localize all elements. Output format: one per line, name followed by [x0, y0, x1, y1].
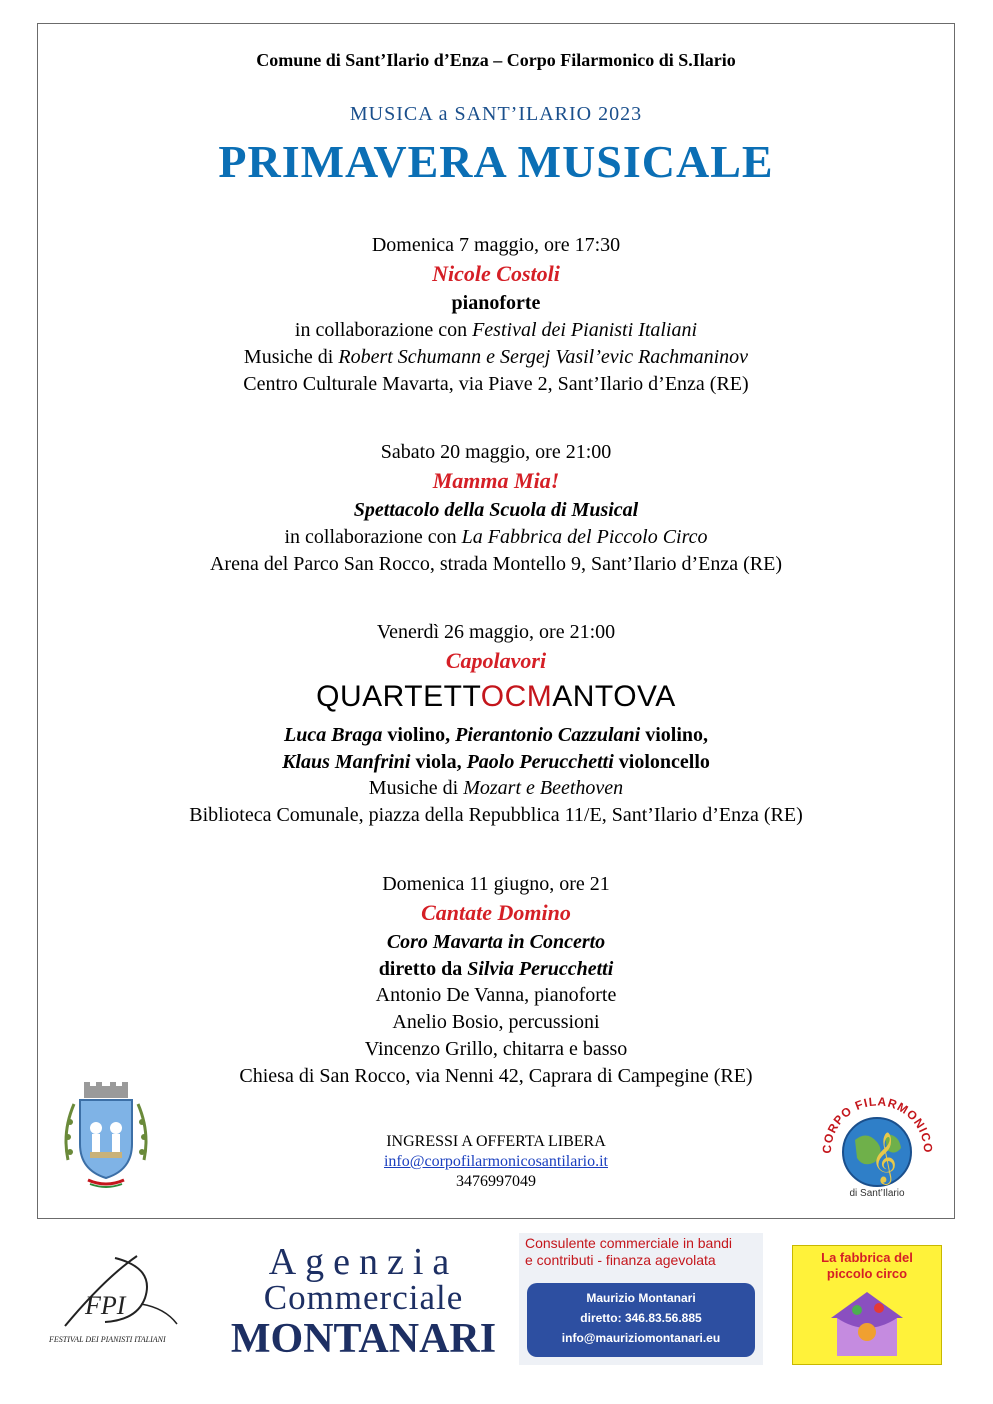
performer-role: viola, — [410, 751, 467, 773]
music-prefix: Musiche di — [368, 777, 464, 799]
contact-phone: 3476997049 — [456, 1173, 536, 1190]
consulente-line1: Consulente commerciale in bandi — [525, 1235, 732, 1251]
event3-music — [37, 777, 955, 800]
event4-performer3: Vincenzo Grillo, chitarra e basso — [364, 1038, 628, 1060]
contact-email-link[interactable]: info@corpofilarmonicosantilario.it — [383, 1153, 608, 1170]
event3-date: Venerdì 26 maggio, ore 21:00 — [376, 621, 616, 643]
event4-director — [37, 958, 955, 981]
cfm-arc-text: CORPO FILARMONICO — [819, 1094, 936, 1154]
event2-collaboration — [37, 526, 955, 549]
entry-note: INGRESSI A OFFERTA LIBERA — [386, 1133, 606, 1150]
performer-role: violoncello — [613, 751, 710, 773]
organizers-heading: Comune di Sant’Ilario d’Enza – Corpo Filarmonico di S.Ilario — [256, 50, 736, 70]
performer-name: Paolo Perucchetti — [466, 751, 614, 773]
fpi-initials: FPI — [85, 1291, 126, 1320]
performer-role: violino, — [382, 724, 456, 746]
corpo-filarmonico-logo — [815, 1090, 940, 1200]
season-subtitle: MUSICA a SANT’ILARIO 2023 — [349, 103, 643, 125]
svg-text:𝄞: 𝄞 — [871, 1132, 898, 1183]
event2-title: Mamma Mia! — [432, 468, 560, 493]
consulente-phone: diretto: 346.83.56.885 — [580, 1311, 702, 1325]
fabbrica-heading — [793, 1250, 941, 1282]
event2-location: Arena del Parco San Rocco, strada Montello 9, Sant’Ilario d’Enza (RE) — [209, 553, 783, 575]
collab-prefix: in collaborazione con — [294, 319, 473, 341]
event3-performers-line1 — [37, 724, 955, 747]
event4-title: Cantate Domino — [421, 900, 571, 925]
music-prefix: Musiche di — [243, 346, 339, 368]
fpi-emblem-icon — [45, 1248, 185, 1348]
event4-performer2: Anelio Bosio, percussioni — [392, 1011, 600, 1033]
consulente-ad — [519, 1233, 763, 1365]
event4-subtitle: Coro Mavarta in Concerto — [386, 931, 606, 953]
ensemble-part-b: OCM — [480, 680, 553, 713]
director-name: Silvia Perucchetti — [467, 958, 614, 980]
consulente-line2: e contributi - finanza agevolata — [525, 1252, 716, 1268]
agenzia-montanari-logo — [222, 1240, 505, 1370]
event3-performers-line2 — [37, 751, 955, 774]
agenzia-line1: Agenzia — [268, 1241, 459, 1283]
consulente-email: info@mauriziomontanari.eu — [561, 1331, 721, 1345]
ensemble-name — [37, 680, 955, 714]
ensemble-part-c: ANTOVA — [552, 680, 676, 713]
festival-pianisti-logo — [45, 1248, 185, 1348]
page-title: PRIMAVERA MUSICALE — [218, 136, 774, 187]
circus-tent-icon — [827, 1288, 907, 1360]
globe-music-icon — [815, 1090, 940, 1200]
event1-location: Centro Culturale Mavarta, via Piave 2, Sant’Ilario d’Enza (RE) — [243, 373, 749, 395]
event4-date: Domenica 11 giugno, ore 21 — [382, 873, 610, 895]
fpi-text: FESTIVAL DEI PIANISTI ITALIANI — [49, 1335, 166, 1344]
event1-date: Domenica 7 maggio, ore 17:30 — [371, 234, 621, 256]
collab-prefix: in collaborazione con — [284, 526, 462, 548]
fabbrica-line1: La fabbrica del — [821, 1250, 913, 1265]
event3-location: Biblioteca Comunale, piazza della Repubblica 11/E, Sant’Ilario d’Enza (RE) — [189, 804, 803, 826]
agenzia-line2: Commerciale — [263, 1278, 464, 1317]
consulente-card — [527, 1283, 755, 1357]
event2-subtitle: Spettacolo della Scuola di Musical — [353, 499, 639, 521]
event4-location: Chiesa di San Rocco, via Nenni 42, Caprara di Campegine (RE) — [239, 1065, 753, 1087]
fabbrica-circo-logo — [792, 1245, 942, 1365]
event3-title: Capolavori — [445, 648, 547, 673]
event2-date: Sabato 20 maggio, ore 21:00 — [380, 441, 612, 463]
composers: Robert Schumann e Sergej Vasil’evic Rachmaninov — [338, 346, 749, 368]
event4-performer1: Antonio De Vanna, pianoforte — [375, 984, 617, 1006]
ensemble-part-a: QUARTETT — [316, 680, 481, 713]
collab-name: Festival dei Pianisti Italiani — [472, 319, 698, 341]
performer-name: Luca Braga — [284, 724, 383, 746]
event1-subtitle: pianoforte — [451, 292, 541, 314]
performer-role: violino, — [640, 724, 708, 746]
consulente-heading — [525, 1235, 759, 1269]
collab-name: La Fabbrica del Piccolo Circo — [461, 526, 708, 548]
event1-collaboration — [37, 319, 955, 342]
composers: Mozart e Beethoven — [463, 777, 624, 799]
event1-title: Nicole Costoli — [432, 261, 560, 286]
director-prefix: diretto da — [378, 958, 468, 980]
consulente-name: Maurizio Montanari — [586, 1291, 696, 1305]
event1-music — [37, 346, 955, 369]
performer-name: Pierantonio Cazzulani — [455, 724, 641, 746]
performer-name: Klaus Manfrini — [282, 751, 411, 773]
cfm-subtext: di Sant’Ilario — [849, 1188, 905, 1199]
fabbrica-line2: piccolo circo — [826, 1266, 908, 1281]
agenzia-line3: MONTANARI — [230, 1316, 497, 1362]
municipal-crest-logo — [60, 1082, 152, 1192]
coat-of-arms-icon — [60, 1082, 152, 1192]
